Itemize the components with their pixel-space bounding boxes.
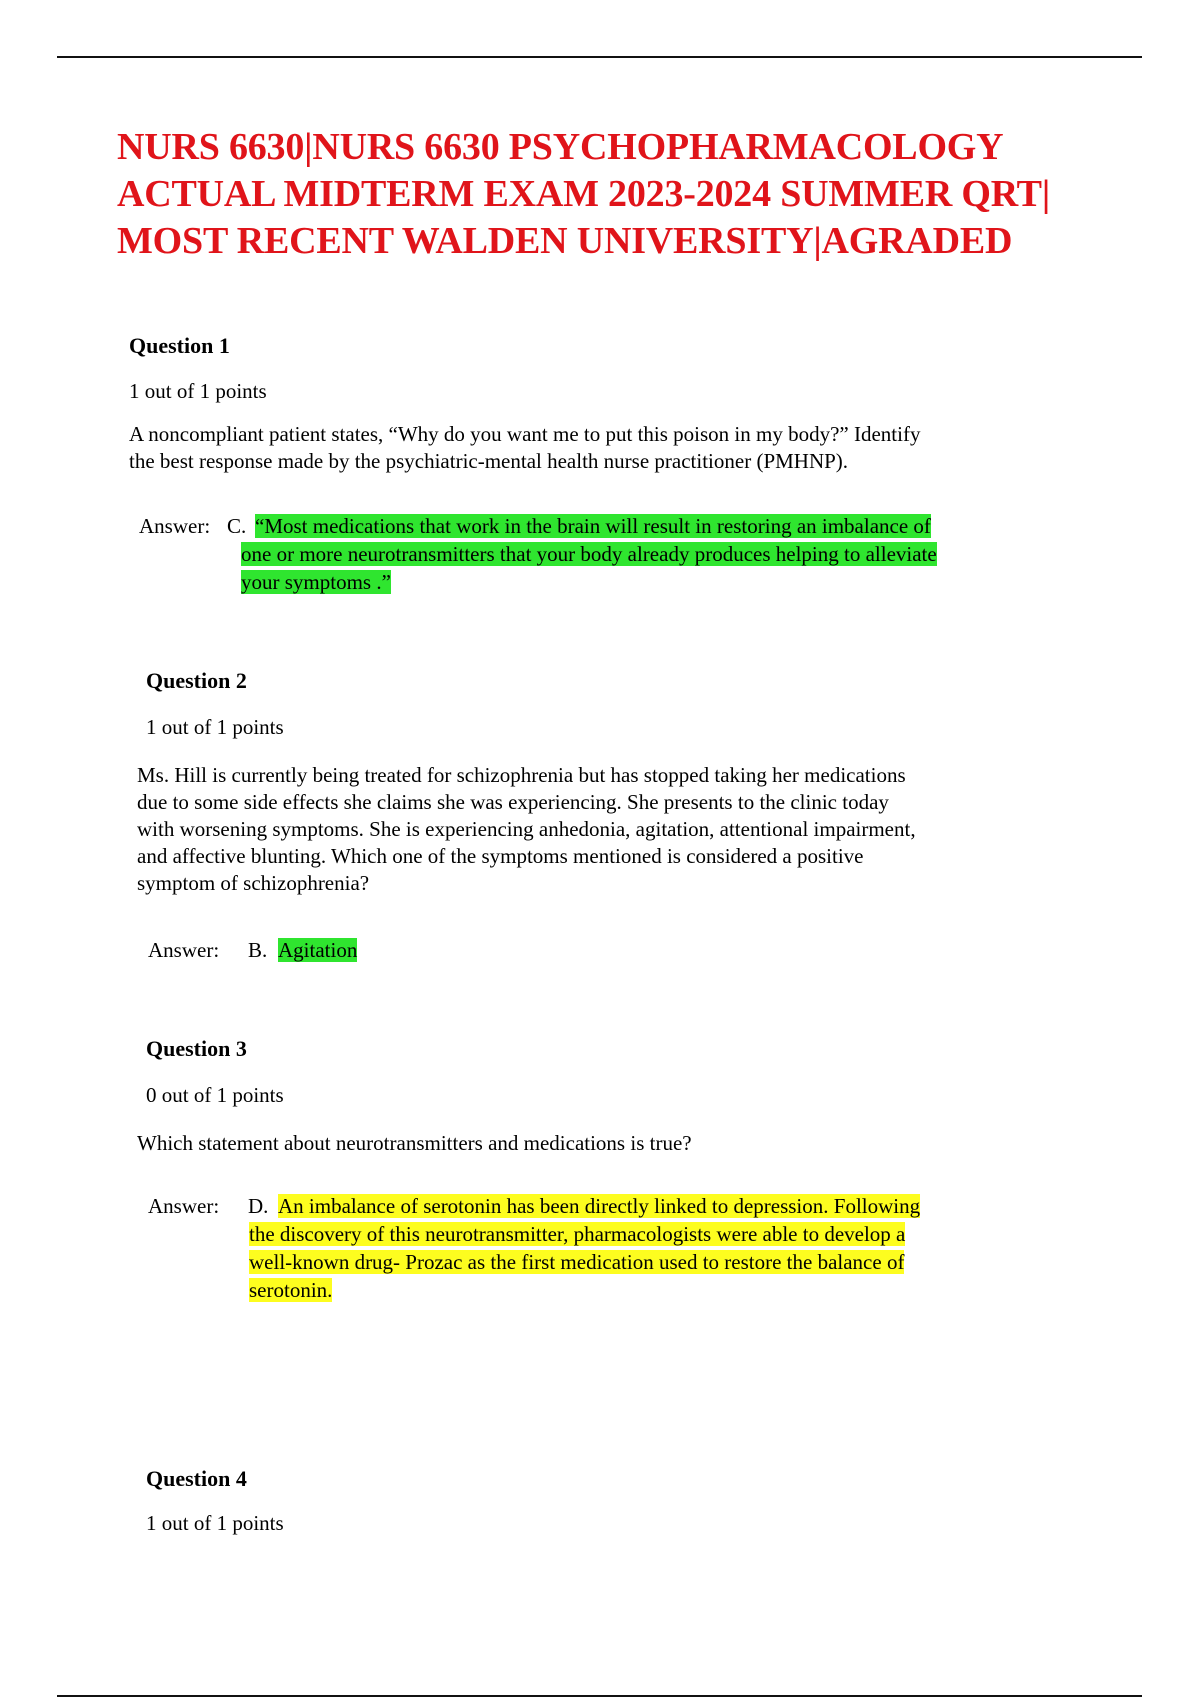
answer-letter: C. bbox=[227, 514, 247, 538]
question-points: 0 out of 1 points bbox=[146, 1083, 284, 1107]
answer-highlight-line: your symptoms .” bbox=[241, 570, 391, 594]
question-text bbox=[137, 1130, 1097, 1157]
answer-highlight-line: serotonin. bbox=[249, 1278, 333, 1302]
answer-row bbox=[139, 512, 1059, 602]
question-heading: Question 2 bbox=[146, 668, 247, 693]
question-text bbox=[137, 762, 1097, 897]
question-text-line: with worsening symptoms. She is experiencing anhedonia, agitation, attentional impairment, bbox=[137, 817, 916, 841]
answer-row bbox=[148, 1192, 1048, 1307]
question-text-line: Which statement about neurotransmitters and medications is true? bbox=[137, 1131, 692, 1155]
question-text-line: and affective blunting. Which one of the symptoms mentioned is considered a positive bbox=[137, 844, 864, 868]
question-text-line: A noncompliant patient states, “Why do you want me to put this poison in my body?” Identify bbox=[129, 422, 921, 446]
title-line: MOST RECENT WALDEN UNIVERSITY|AGRADED bbox=[117, 220, 1013, 262]
answer-highlight-line: the discovery of this neurotransmitter, pharmacologists were able to develop a bbox=[249, 1222, 906, 1246]
title-line: NURS 6630|NURS 6630 PSYCHOPHARMACOLOGY bbox=[117, 126, 1004, 168]
question-points: 1 out of 1 points bbox=[146, 715, 284, 739]
answer-letter: D. bbox=[248, 1194, 269, 1218]
title-line: ACTUAL MIDTERM EXAM 2023-2024 SUMMER QRT| bbox=[117, 173, 1050, 215]
answer-highlight-line: An imbalance of serotonin has been directly linked to depression. Following bbox=[278, 1194, 921, 1218]
answer-highlight-line: well-known drug- Prozac as the first medication used to restore the balance of bbox=[249, 1250, 905, 1274]
answer-highlight-line: Agitation bbox=[278, 938, 358, 962]
document-title bbox=[117, 124, 1157, 265]
answer-row bbox=[148, 936, 548, 966]
answer-letter: B. bbox=[248, 938, 268, 962]
bottom-rule bbox=[57, 1695, 1142, 1697]
question-text-line: symptom of schizophrenia? bbox=[137, 871, 370, 895]
question-points: 1 out of 1 points bbox=[146, 1511, 284, 1535]
question-text-line: the best response made by the psychiatric-mental health nurse practitioner (PMHNP). bbox=[129, 449, 849, 473]
answer-highlight-line: one or more neurotransmitters that your body already produces helping to alleviate bbox=[241, 542, 937, 566]
answer-label: Answer: bbox=[139, 514, 211, 538]
question-heading: Question 3 bbox=[146, 1036, 247, 1061]
top-rule bbox=[57, 56, 1142, 58]
answer-label: Answer: bbox=[148, 1194, 220, 1218]
answer-label: Answer: bbox=[148, 938, 220, 962]
answer-text bbox=[249, 1192, 920, 1304]
answer-text bbox=[241, 512, 937, 596]
question-points: 1 out of 1 points bbox=[129, 379, 267, 403]
answer-text bbox=[278, 936, 357, 964]
question-text-line: Ms. Hill is currently being treated for schizophrenia but has stopped taking her medications bbox=[137, 763, 906, 787]
question-text-line: due to some side effects she claims she was experiencing. She presents to the clinic today bbox=[137, 790, 889, 814]
answer-highlight-line: “Most medications that work in the brain will result in restoring an imbalance of bbox=[255, 514, 931, 538]
question-heading: Question 4 bbox=[146, 1466, 247, 1491]
question-text bbox=[129, 421, 1089, 475]
question-heading: Question 1 bbox=[129, 333, 230, 358]
